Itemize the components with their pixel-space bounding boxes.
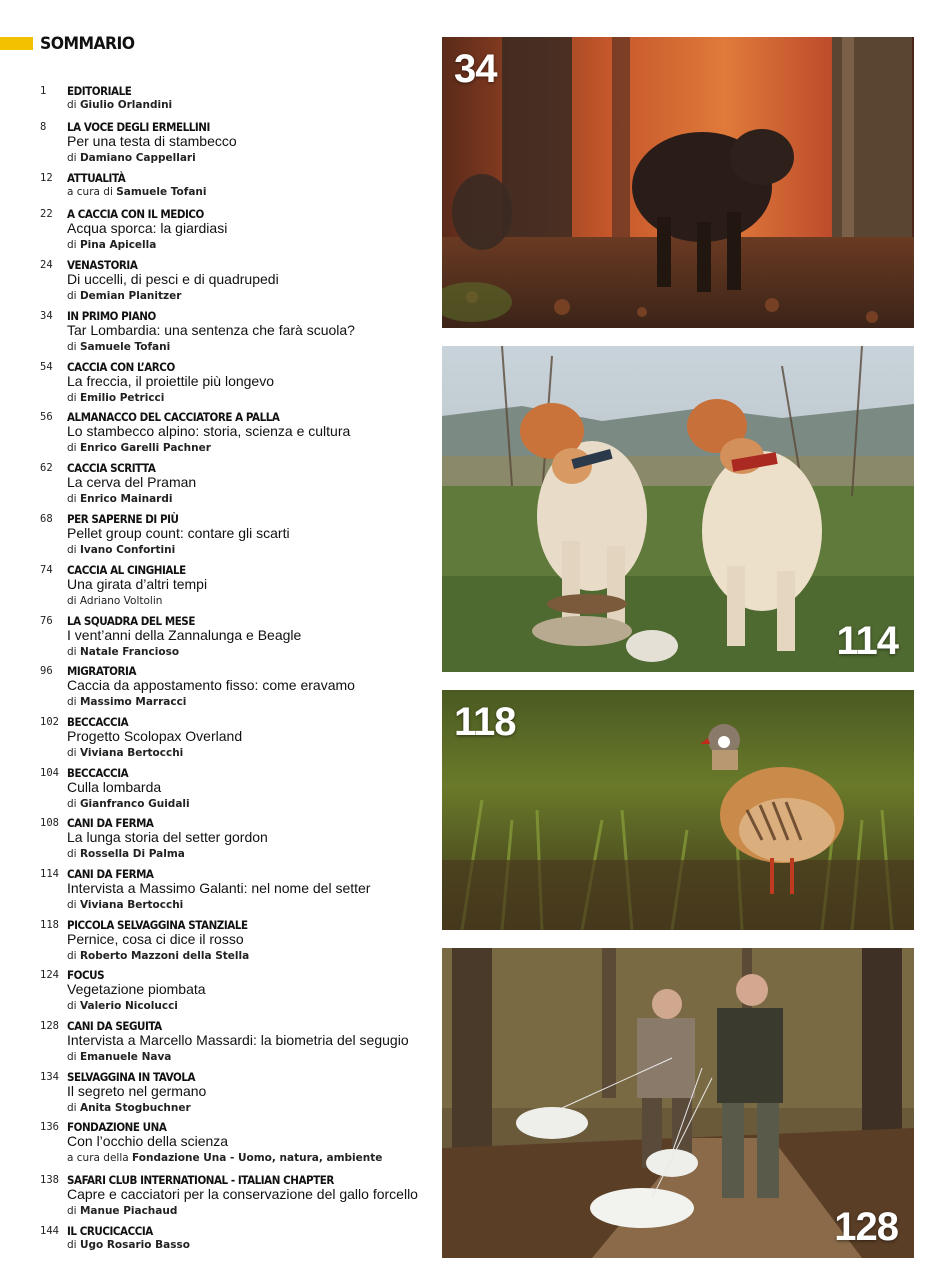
page-number: 108 xyxy=(40,817,59,829)
page-number: 56 xyxy=(40,411,53,423)
article-title: Tar Lombardia: una sentenza che farà scuola? xyxy=(67,322,355,338)
author-name: Samuele Tofani xyxy=(79,341,171,353)
byline xyxy=(67,696,186,708)
section-title: CACCIA SCRITTA xyxy=(67,461,156,475)
author-name: Natale Francioso xyxy=(79,646,180,658)
photo-hunters-with-dogs xyxy=(442,948,914,1258)
section-title: LA VOCE DEGLI ERMELLINI xyxy=(67,120,210,134)
photo-setter-dogs xyxy=(442,346,914,672)
byline xyxy=(67,899,183,911)
byline-prefix: di xyxy=(67,899,77,911)
byline xyxy=(67,493,172,505)
author-name: Damiano Cappellari xyxy=(79,152,196,164)
section-title: IN PRIMO PIANO xyxy=(67,309,156,323)
section-title: CACCIA AL CINGHIALE xyxy=(67,563,186,577)
photo-wild-boar xyxy=(442,37,914,328)
table-of-contents xyxy=(0,0,440,1280)
author-name: Emanuele Nava xyxy=(79,1051,172,1063)
page-number: 128 xyxy=(40,1020,59,1032)
page-title: SOMMARIO xyxy=(40,34,135,54)
article-title: La lunga storia del setter gordon xyxy=(67,829,268,845)
section-title: CANI DA FERMA xyxy=(67,867,154,881)
author-name: Manue Piachaud xyxy=(79,1205,178,1217)
author-name: Roberto Mazzoni della Stella xyxy=(79,950,250,962)
byline-prefix: di xyxy=(67,696,77,708)
byline-prefix: di xyxy=(67,1205,77,1217)
byline xyxy=(67,747,183,759)
byline-prefix: di xyxy=(67,1102,77,1114)
byline-prefix: di xyxy=(67,442,77,454)
page-number: 34 xyxy=(40,310,53,322)
photo-page-number: 128 xyxy=(834,1205,898,1249)
author-name: Valerio Nicolucci xyxy=(79,1000,178,1012)
byline-prefix: di xyxy=(67,493,77,505)
byline xyxy=(67,1102,191,1114)
article-title: Pellet group count: contare gli scarti xyxy=(67,525,290,541)
byline xyxy=(67,341,170,353)
page-number: 24 xyxy=(40,259,53,271)
section-title: CANI DA FERMA xyxy=(67,816,154,830)
article-title: Di uccelli, di pesci e di quadrupedi xyxy=(67,271,279,287)
byline xyxy=(67,290,181,302)
section-title: EDITORIALE xyxy=(67,84,132,98)
section-title: SAFARI CLUB INTERNATIONAL - ITALIAN CHAPTER xyxy=(67,1173,334,1187)
section-title: ALMANACCO DEL CACCIATORE A PALLA xyxy=(67,410,280,424)
byline-prefix: di xyxy=(67,239,77,251)
byline-prefix: di xyxy=(67,544,77,556)
author-name: Fondazione Una - Uomo, natura, ambiente xyxy=(132,1152,383,1164)
byline xyxy=(67,239,156,251)
section-title: BECCACCIA xyxy=(67,766,129,780)
byline-prefix: di xyxy=(67,1051,77,1063)
byline xyxy=(67,1000,178,1012)
author-name: Viviana Bertocchi xyxy=(79,747,184,759)
byline-prefix: di xyxy=(67,1239,77,1251)
article-title: Vegetazione piombata xyxy=(67,981,206,997)
author-name: Rossella Di Palma xyxy=(79,848,185,860)
article-title: Culla lombarda xyxy=(67,779,162,795)
byline-prefix: a cura della xyxy=(67,1152,129,1164)
byline-prefix: di Adriano Voltolin xyxy=(67,595,163,607)
section-title: CACCIA CON L’ARCO xyxy=(67,360,175,374)
page-number: 1 xyxy=(40,85,47,97)
page-number: 74 xyxy=(40,564,53,576)
byline xyxy=(67,646,179,658)
page-number: 22 xyxy=(40,208,53,220)
byline-prefix: di xyxy=(67,798,77,810)
byline xyxy=(67,392,164,404)
byline xyxy=(67,595,162,607)
author-name: Ivano Confortini xyxy=(79,544,176,556)
author-name: Pina Apicella xyxy=(79,239,157,251)
author-name: Ugo Rosario Basso xyxy=(79,1239,190,1251)
author-name: Viviana Bertocchi xyxy=(79,899,184,911)
page-number: 102 xyxy=(40,716,59,728)
byline xyxy=(67,99,172,111)
page-number: 68 xyxy=(40,513,53,525)
author-name: Demian Planitzer xyxy=(79,290,182,302)
page-number: 138 xyxy=(40,1174,59,1186)
byline xyxy=(67,186,207,198)
section-title: FOCUS xyxy=(67,968,105,982)
byline-prefix: di xyxy=(67,950,77,962)
page-number: 54 xyxy=(40,361,53,373)
byline xyxy=(67,544,175,556)
section-title: BECCACCIA xyxy=(67,715,129,729)
article-title: I vent’anni della Zannalunga e Beagle xyxy=(67,627,302,643)
page-number: 124 xyxy=(40,969,59,981)
section-title: CANI DA SEGUITA xyxy=(67,1019,162,1033)
byline xyxy=(67,152,196,164)
article-title: La freccia, il proiettile più longevo xyxy=(67,373,275,389)
article-title: La cerva del Praman xyxy=(67,474,197,490)
section-title: FONDAZIONE UNA xyxy=(67,1120,167,1134)
author-name: Emilio Petricci xyxy=(79,392,165,404)
author-name: Giulio Orlandini xyxy=(79,99,173,111)
article-title: Il segreto nel germano xyxy=(67,1083,207,1099)
page-number: 76 xyxy=(40,615,53,627)
byline xyxy=(67,848,185,860)
byline xyxy=(67,1051,171,1063)
article-title: Per una testa di stambecco xyxy=(67,133,237,149)
section-title: LA SQUADRA DEL MESE xyxy=(67,614,195,628)
page-number: 96 xyxy=(40,665,53,677)
section-title: PER SAPERNE DI PIÙ xyxy=(67,512,179,526)
page-number: 136 xyxy=(40,1121,59,1133)
photo-page-number: 118 xyxy=(454,700,516,744)
photo-page-number: 114 xyxy=(836,619,898,663)
article-title: Intervista a Marcello Massardi: la biometria del segugio xyxy=(67,1032,409,1048)
section-title: A CACCIA CON IL MEDICO xyxy=(67,207,204,221)
author-name: Massimo Marracci xyxy=(79,696,187,708)
author-name: Samuele Tofani xyxy=(116,186,207,198)
byline xyxy=(67,1239,190,1251)
byline xyxy=(67,1152,382,1164)
page-number: 8 xyxy=(40,121,47,133)
article-title: Intervista a Massimo Galanti: nel nome del setter xyxy=(67,880,371,896)
section-title: ATTUALITÀ xyxy=(67,171,126,185)
page-number: 12 xyxy=(40,172,53,184)
page-number: 62 xyxy=(40,462,53,474)
page-number: 134 xyxy=(40,1071,59,1083)
article-title: Capre e cacciatori per la conservazione del gallo forcello xyxy=(67,1186,418,1202)
article-title: Pernice, cosa ci dice il rosso xyxy=(67,931,244,947)
section-title: PICCOLA SELVAGGINA STANZIALE xyxy=(67,918,248,932)
byline-prefix: di xyxy=(67,1000,77,1012)
byline xyxy=(67,442,211,454)
section-title: IL CRUCICACCIA xyxy=(67,1224,153,1238)
author-name: Gianfranco Guidali xyxy=(79,798,190,810)
byline xyxy=(67,1205,177,1217)
article-title: Progetto Scolopax Overland xyxy=(67,728,243,744)
article-title: Acqua sporca: la giardiasi xyxy=(67,220,228,236)
author-name: Enrico Garelli Pachner xyxy=(79,442,211,454)
page-number: 104 xyxy=(40,767,59,779)
article-title: Una girata d’altri tempi xyxy=(67,576,208,592)
page-number: 144 xyxy=(40,1225,59,1237)
author-name: Anita Stogbuchner xyxy=(79,1102,191,1114)
byline-prefix: di xyxy=(67,99,77,111)
page-number: 118 xyxy=(40,919,59,931)
byline-prefix: di xyxy=(67,392,77,404)
page-number: 114 xyxy=(40,868,59,880)
byline-prefix: di xyxy=(67,290,77,302)
byline-prefix: di xyxy=(67,341,77,353)
section-title: MIGRATORIA xyxy=(67,664,137,678)
byline-prefix: di xyxy=(67,646,77,658)
byline-prefix: di xyxy=(67,747,77,759)
byline-prefix: a cura di xyxy=(67,186,113,198)
byline xyxy=(67,798,190,810)
photo-page-number: 34 xyxy=(454,47,497,91)
photo-partridge xyxy=(442,690,914,930)
article-title: Caccia da appostamento fisso: come eravamo xyxy=(67,677,355,693)
byline xyxy=(67,950,249,962)
article-title: Lo stambecco alpino: storia, scienza e cultura xyxy=(67,423,351,439)
byline-prefix: di xyxy=(67,848,77,860)
article-title: Con l’occhio della scienza xyxy=(67,1133,229,1149)
section-title: VENASTORIA xyxy=(67,258,138,272)
author-name: Enrico Mainardi xyxy=(79,493,173,505)
section-title: SELVAGGINA IN TAVOLA xyxy=(67,1070,196,1084)
byline-prefix: di xyxy=(67,152,77,164)
